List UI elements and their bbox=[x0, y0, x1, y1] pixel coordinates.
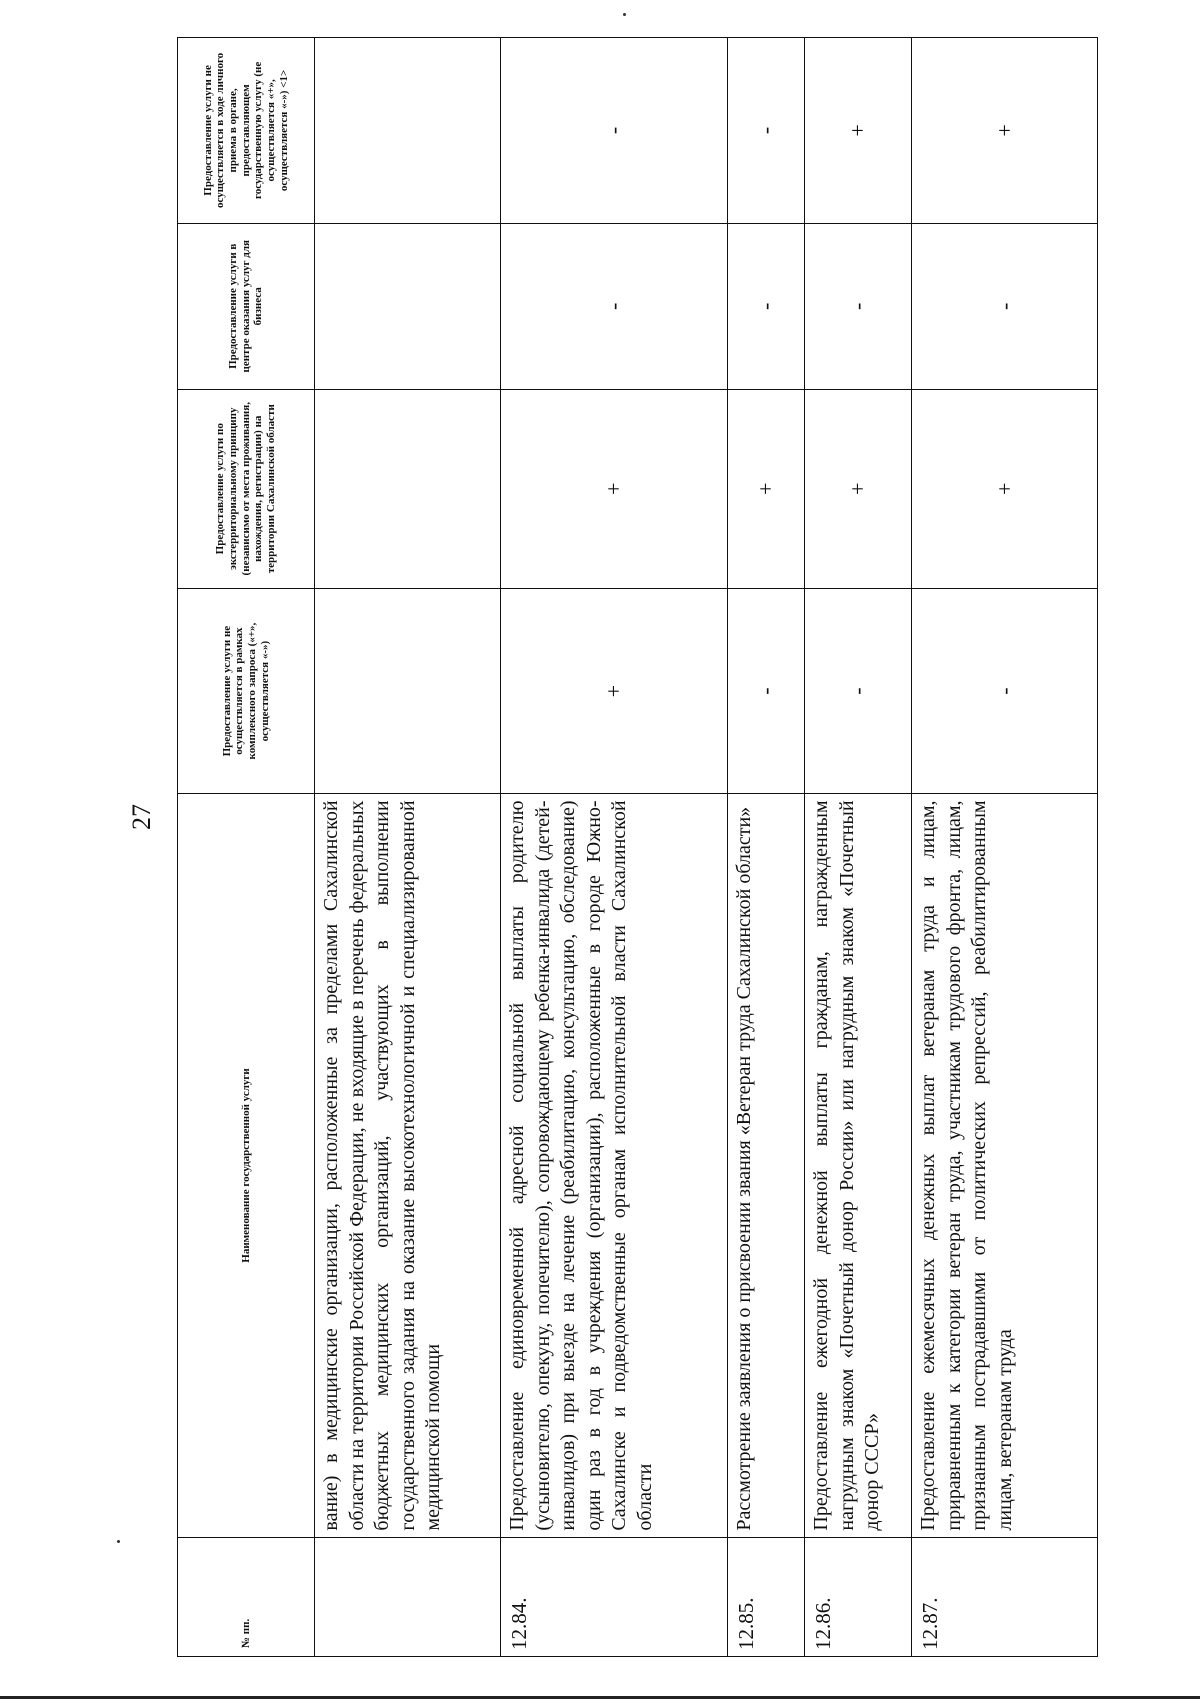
mark-personal: + bbox=[805, 38, 912, 224]
service-name: вание) в медицинские организации, расположенные за пределами Сахалинской области на территории Российской Федерации, не входящие в перечень федеральных бюджетных медицинских организаций, участвующих в выполнении государственного задания на оказание высокотехнологичной и специализированной медицинской помощи bbox=[315, 794, 501, 1537]
scan-bottom-edge bbox=[0, 1696, 1200, 1699]
header-num: № пп. bbox=[178, 1537, 315, 1656]
mark-personal bbox=[315, 38, 501, 224]
header-personal: Предоставление услуги не осуществляется в ходе личного приема в органе, предоставляющем государственную услугу (не осуществляется «+», осуществляется «-») <1> bbox=[178, 38, 315, 224]
table-row bbox=[912, 38, 1098, 1657]
header-business: Предоставление услуги в центре оказания услуг для бизнеса bbox=[178, 223, 315, 389]
header-name: Наименование государственной услуги bbox=[178, 794, 315, 1537]
row-number bbox=[315, 1537, 501, 1656]
mark-personal: - bbox=[501, 38, 728, 224]
service-name: Рассмотрение заявления о присвоении звания «Ветеран труда Сахалинской области» bbox=[728, 794, 805, 1537]
header-extraterritorial: Предоставление услуги по экстерриториальному принципу (независимо от места проживания, нахождения, регистрации) на территории Сахалинской области bbox=[178, 389, 315, 588]
services-table-rotated bbox=[177, 37, 1097, 1657]
scan-speck bbox=[623, 13, 626, 16]
mark-complex: + bbox=[501, 588, 728, 794]
mark-complex: - bbox=[805, 588, 912, 794]
mark-complex: - bbox=[912, 588, 1098, 794]
mark-extraterritorial: + bbox=[728, 389, 805, 588]
mark-business: - bbox=[501, 223, 728, 389]
table-header-row bbox=[178, 38, 315, 1657]
table-row bbox=[728, 38, 805, 1657]
mark-business: - bbox=[805, 223, 912, 389]
mark-business: - bbox=[728, 223, 805, 389]
mark-complex bbox=[315, 588, 501, 794]
table-row bbox=[315, 38, 501, 1657]
mark-personal: - bbox=[728, 38, 805, 224]
services-table bbox=[177, 37, 1098, 1657]
service-name: Предоставление единовременной адресной социальной выплаты родителю (усыновителю, опекуну, попечителю), сопровождающему ребенка-инвалида (детей-инвалидов) при выезде на лечение (реабилитацию, консультацию, обследование) один раз в год в учреждения (организации), расположенные в городе Южно-Сахалинске и подведомственные органам исполнительной власти Сахалинской области bbox=[501, 794, 728, 1537]
header-complex: Предоставление услуги не осуществляется в рамках комплексного запроса («+», осуществляется «-») bbox=[178, 588, 315, 794]
mark-extraterritorial: + bbox=[912, 389, 1098, 588]
mark-complex: - bbox=[728, 588, 805, 794]
page-number: 27 bbox=[127, 804, 156, 830]
row-number: 12.84. bbox=[501, 1537, 728, 1656]
service-name: Предоставление ежегодной денежной выплаты гражданам, награжденным нагрудным знаком «Почетный донор России» или нагрудным знаком «Почетный донор СССР» bbox=[805, 794, 912, 1537]
row-number: 12.86. bbox=[805, 1537, 912, 1656]
service-name: Предоставление ежемесячных денежных выплат ветеранам труда и лицам, приравненным к категории ветеран труда, участникам трудового фронта, лицам, признанным пострадавшими от политических репрессий, реабилитированным лицам, ветеранам труда bbox=[912, 794, 1098, 1537]
row-number: 12.87. bbox=[912, 1537, 1098, 1656]
table-row bbox=[501, 38, 728, 1657]
scan-speck bbox=[117, 1540, 120, 1543]
mark-extraterritorial bbox=[315, 389, 501, 588]
mark-extraterritorial: + bbox=[501, 389, 728, 588]
table-row bbox=[805, 38, 912, 1657]
mark-business: - bbox=[912, 223, 1098, 389]
row-number: 12.85. bbox=[728, 1537, 805, 1656]
mark-extraterritorial: + bbox=[805, 389, 912, 588]
mark-personal: + bbox=[912, 38, 1098, 224]
mark-business bbox=[315, 223, 501, 389]
